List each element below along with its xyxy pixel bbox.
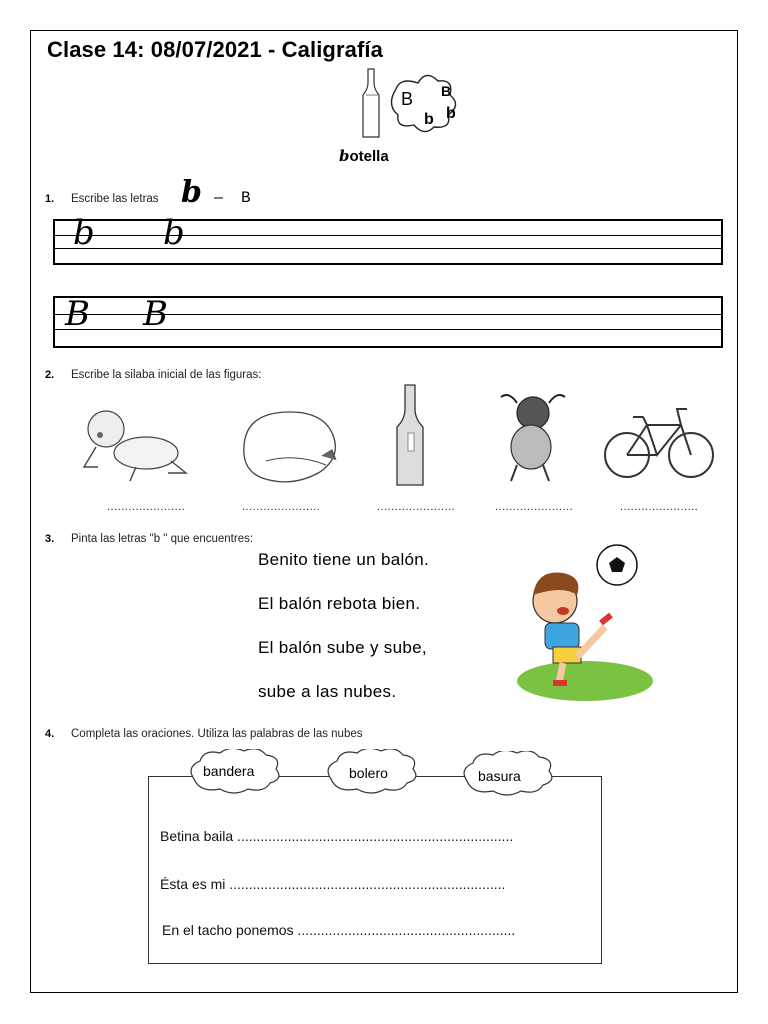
poem-line: El balón sube y sube, bbox=[258, 638, 427, 657]
poem-line: sube a las nubes. bbox=[258, 682, 397, 701]
answer-blank[interactable]: ...................... bbox=[377, 501, 456, 513]
exercise-2-instruction: Escribe la silaba inicial de las figuras: bbox=[71, 369, 262, 381]
exercise-4-instruction: Completa las oraciones. Utiliza las palabras de las nubes bbox=[71, 728, 363, 740]
word-cloud-label: bolero bbox=[349, 765, 388, 781]
hero-word-first-letter: b bbox=[339, 147, 350, 165]
worksheet-page bbox=[30, 30, 738, 993]
bubble-letter: B bbox=[401, 89, 414, 109]
word-cloud-label: basura bbox=[478, 768, 521, 784]
poem-line: Benito tiene un balón. bbox=[258, 550, 430, 569]
exercise-3-number: 3. bbox=[45, 533, 55, 545]
answer-blank[interactable]: ...................... bbox=[495, 501, 574, 513]
whale-icon bbox=[236, 406, 346, 491]
traced-letter: B bbox=[143, 294, 168, 334]
hero-word bbox=[339, 147, 389, 165]
exercise-1-print-letter: B bbox=[241, 189, 251, 207]
answer-blank[interactable]: ...................... bbox=[620, 501, 699, 513]
traced-letter: B bbox=[65, 294, 90, 334]
baby-icon bbox=[76, 401, 196, 486]
answer-blank[interactable]: ...................... bbox=[242, 501, 321, 513]
writing-staff-lowercase bbox=[53, 213, 723, 265]
exercise-1-number: 1. bbox=[45, 193, 55, 205]
exercise-3-instruction: Pinta las letras "b " que encuentres: bbox=[71, 533, 254, 545]
bottle-icon bbox=[391, 383, 431, 488]
completion-sentence[interactable]: Betina baila ....................................................................... bbox=[160, 828, 514, 844]
exercise-2-number: 2. bbox=[45, 369, 55, 381]
hero-word-rest: otella bbox=[349, 148, 389, 165]
bicycle-icon bbox=[601, 399, 717, 483]
bubble-letter: b bbox=[424, 111, 434, 128]
bull-icon bbox=[493, 389, 568, 484]
bubble-letter: b bbox=[446, 105, 456, 122]
exercise-1-script-letter: b bbox=[181, 175, 202, 210]
answer-blank[interactable]: ...................... bbox=[107, 501, 186, 513]
poem-line: El balón rebota bien. bbox=[258, 594, 421, 613]
exercise-1-instruction: Escribe las letras bbox=[71, 193, 159, 205]
traced-letter: b bbox=[73, 213, 95, 253]
boy-kicking-ball-illustration bbox=[513, 539, 658, 704]
bubble-letter: B bbox=[441, 83, 452, 99]
completion-sentence[interactable]: Ésta es mi ....................................................................... bbox=[160, 876, 506, 892]
writing-staff-uppercase bbox=[53, 296, 723, 348]
exercise-1-dash: – bbox=[214, 189, 223, 206]
traced-letter: b bbox=[163, 213, 185, 253]
word-cloud-label: bandera bbox=[203, 763, 255, 779]
page-title: Clase 14: 08/07/2021 - Caligrafía bbox=[47, 37, 383, 62]
completion-sentence[interactable]: En el tacho ponemos ........................................................ bbox=[162, 922, 516, 938]
exercise-4-number: 4. bbox=[45, 728, 55, 740]
bottle-illustration bbox=[356, 67, 476, 147]
